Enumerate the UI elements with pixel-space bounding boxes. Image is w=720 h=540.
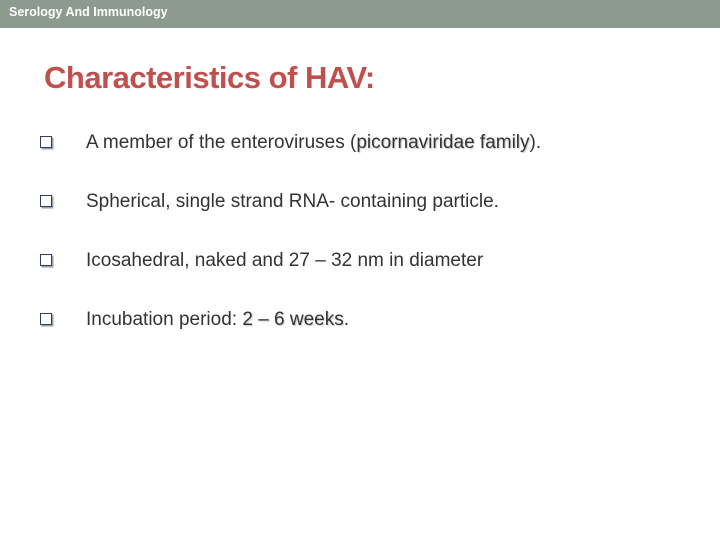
hollow-square-bullet-icon — [40, 254, 52, 266]
slide-title: Characteristics of HAV: — [44, 60, 375, 95]
bullet-text-highlight: picornaviridae family — [356, 132, 530, 153]
hollow-square-bullet-icon — [40, 136, 52, 148]
bullet-text — [86, 309, 349, 331]
bullet-text-end: ). — [529, 132, 542, 153]
hollow-square-bullet-icon — [40, 313, 52, 325]
bullet-list — [40, 128, 700, 364]
bullet-item — [40, 187, 700, 246]
bullet-text: Icosahedral, naked and 27 – 32 nm in diameter — [86, 250, 484, 271]
bullet-text-start: Incubation period: — [86, 309, 243, 330]
bullet-text-start: A member of the enteroviruses ( — [86, 132, 357, 153]
header-title: Serology And Immunology — [9, 5, 168, 19]
bullet-text — [86, 132, 541, 154]
bullet-text: Spherical, single strand RNA- containing particle. — [86, 191, 499, 212]
header-bar — [0, 0, 720, 28]
bullet-text-end: . — [343, 309, 350, 330]
bullet-item — [40, 246, 700, 305]
hollow-square-bullet-icon — [40, 195, 52, 207]
bullet-text-highlight: 2 – 6 weeks — [242, 309, 344, 330]
bullet-item — [40, 128, 700, 187]
bullet-item — [40, 305, 700, 364]
